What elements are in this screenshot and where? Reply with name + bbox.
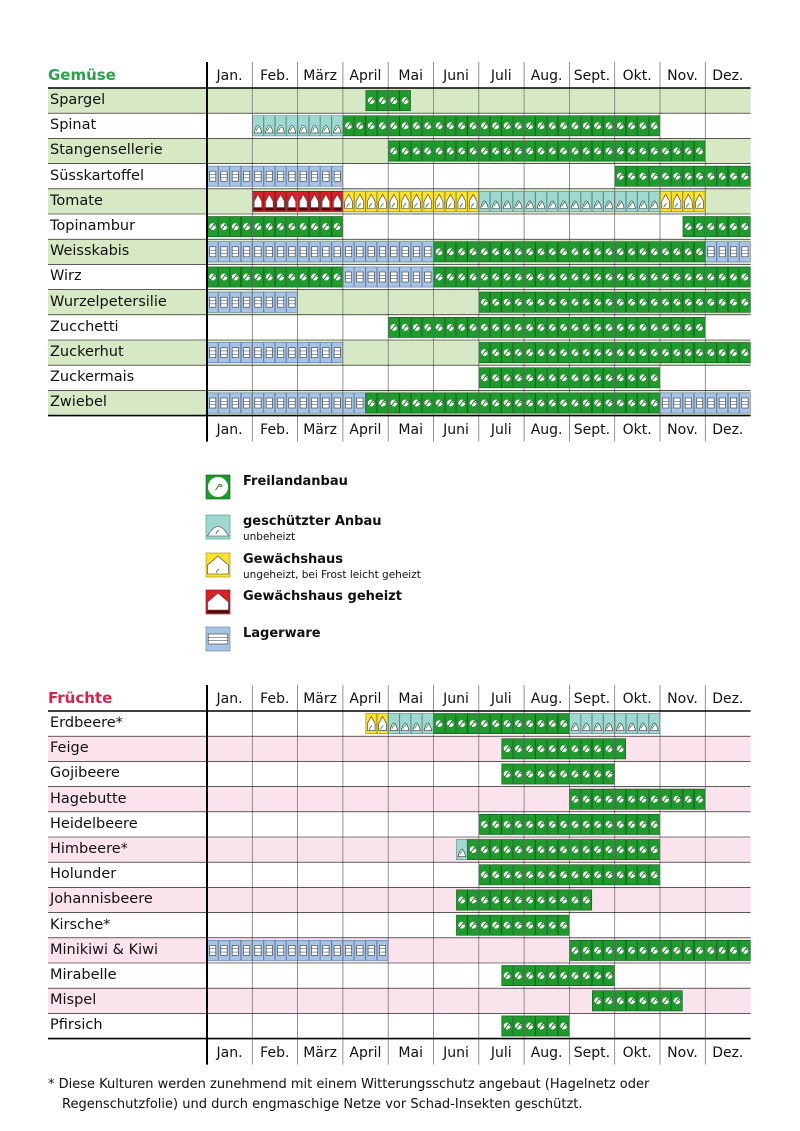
veg-month-footer: April bbox=[349, 421, 382, 438]
fruit-month-footer: Jan. bbox=[216, 1044, 243, 1061]
fruit-month-header: Juli bbox=[490, 691, 512, 707]
fruit-row-label: Johannisbeere bbox=[50, 891, 153, 908]
fruit-month-footer: März bbox=[303, 1044, 337, 1061]
veg-month-header: Okt. bbox=[622, 68, 652, 84]
legend-label: geschützter Anbau bbox=[243, 514, 382, 529]
fruit-month-header: Sept. bbox=[573, 691, 611, 707]
veg-row-label: Wirz bbox=[50, 268, 82, 285]
legend-label: Gewächshaus geheizt bbox=[243, 589, 402, 604]
fruit-month-header: April bbox=[349, 691, 382, 707]
fruit-month-footer: Mai bbox=[398, 1044, 423, 1061]
veg-month-header: Aug. bbox=[530, 68, 563, 84]
fruit-month-header: Juni bbox=[443, 691, 469, 707]
footnote-line-2: Regenschutzfolie) und durch engmaschige Netze vor Schad-Insekten geschützt. bbox=[62, 1097, 583, 1112]
fruit-month-footer: Aug. bbox=[530, 1044, 563, 1061]
veg-row-label: Topinambur bbox=[50, 218, 136, 234]
veg-month-footer: Juni bbox=[443, 421, 469, 438]
fruit-row-label: Heidelbeere bbox=[50, 815, 138, 832]
fruit-row-label: Feige bbox=[50, 740, 89, 757]
veg-section-title: Gemüse bbox=[48, 66, 116, 84]
fruit-row-label: Kirsche* bbox=[50, 916, 111, 933]
fruit-month-header: Feb. bbox=[260, 691, 290, 707]
veg-month-header: Juni bbox=[443, 68, 469, 84]
veg-month-footer: Nov. bbox=[667, 421, 698, 438]
fruit-month-footer: Juni bbox=[443, 1044, 469, 1061]
veg-row-label: Wurzelpetersilie bbox=[50, 293, 167, 310]
veg-month-footer: Mai bbox=[398, 421, 423, 438]
fruit-row-label: Gojibeere bbox=[50, 765, 120, 782]
veg-row-label: Zucchetti bbox=[50, 318, 119, 335]
fruit-month-header: Dez. bbox=[712, 691, 744, 707]
fruit-month-header: Jan. bbox=[216, 691, 243, 707]
veg-month-footer: Okt. bbox=[622, 421, 652, 438]
veg-row-label: Zuckermais bbox=[50, 369, 135, 386]
fruit-section-title: Früchte bbox=[48, 689, 113, 707]
veg-row-label: Stangensellerie bbox=[50, 142, 163, 159]
fruit-row-label: Mirabelle bbox=[50, 967, 117, 983]
veg-month-header: Sept. bbox=[573, 68, 611, 84]
fruit-row-label: Erdbeere* bbox=[50, 715, 123, 731]
veg-month-header: Mai bbox=[398, 68, 423, 84]
fruit-month-footer: April bbox=[349, 1044, 382, 1061]
veg-month-footer: Aug. bbox=[530, 421, 563, 438]
veg-month-header: Jan. bbox=[216, 68, 243, 84]
fruit-month-header: Mai bbox=[398, 691, 423, 707]
fruit-row-label: Pfirsich bbox=[50, 1017, 103, 1034]
veg-row-label: Zwiebel bbox=[50, 394, 107, 411]
veg-month-footer: Juli bbox=[490, 421, 512, 438]
veg-month-header: April bbox=[349, 68, 382, 84]
fruit-row-label: Hagebutte bbox=[50, 790, 127, 807]
veg-row-label: Weisskabis bbox=[50, 243, 130, 260]
fruit-month-header: Nov. bbox=[667, 691, 698, 707]
veg-row-label: Spinat bbox=[50, 117, 97, 134]
fruit-row-label: Himbeere* bbox=[50, 841, 128, 857]
fruit-month-footer: Juli bbox=[490, 1044, 512, 1061]
fruit-row-label: Minikiwi & Kiwi bbox=[50, 941, 159, 958]
legend-label: Gewächshaus bbox=[243, 552, 343, 567]
veg-month-header: Feb. bbox=[260, 68, 290, 84]
veg-row-label: Süsskartoffel bbox=[50, 167, 144, 184]
veg-month-header: März bbox=[303, 68, 337, 84]
fruit-month-footer: Nov. bbox=[667, 1044, 698, 1061]
veg-month-footer: Feb. bbox=[260, 421, 290, 438]
legend-label: Lagerware bbox=[243, 626, 321, 641]
veg-month-header: Nov. bbox=[667, 68, 698, 84]
veg-row-label: Spargel bbox=[50, 92, 106, 108]
fruit-month-header: Okt. bbox=[622, 691, 652, 707]
veg-month-footer: Dez. bbox=[712, 421, 744, 438]
veg-row-label: Zuckerhut bbox=[50, 344, 124, 360]
veg-month-header: Juli bbox=[490, 68, 512, 84]
veg-month-footer: März bbox=[303, 421, 337, 438]
fruit-month-footer: Okt. bbox=[622, 1044, 652, 1061]
legend-sublabel: ungeheizt, bei Frost leicht geheizt bbox=[243, 569, 421, 581]
footnote-line-1: * Diese Kulturen werden zunehmend mit einem Witterungsschutz angebaut (Hagelnetz oder bbox=[48, 1077, 650, 1092]
fruit-month-header: Aug. bbox=[530, 691, 563, 707]
fruit-month-footer: Dez. bbox=[712, 1044, 744, 1061]
veg-month-header: Dez. bbox=[712, 68, 744, 84]
fruit-row-label: Mispel bbox=[50, 992, 97, 1009]
fruit-row-label: Holunder bbox=[50, 866, 117, 883]
veg-month-footer: Sept. bbox=[573, 421, 611, 438]
legend-label: Freilandanbau bbox=[243, 474, 348, 489]
fruit-month-header: März bbox=[303, 691, 337, 707]
veg-month-footer: Jan. bbox=[216, 421, 243, 438]
fruit-month-footer: Sept. bbox=[573, 1044, 611, 1061]
fruit-month-footer: Feb. bbox=[260, 1044, 290, 1061]
legend-sublabel: unbeheizt bbox=[243, 531, 296, 543]
veg-row-label: Tomate bbox=[50, 192, 103, 209]
